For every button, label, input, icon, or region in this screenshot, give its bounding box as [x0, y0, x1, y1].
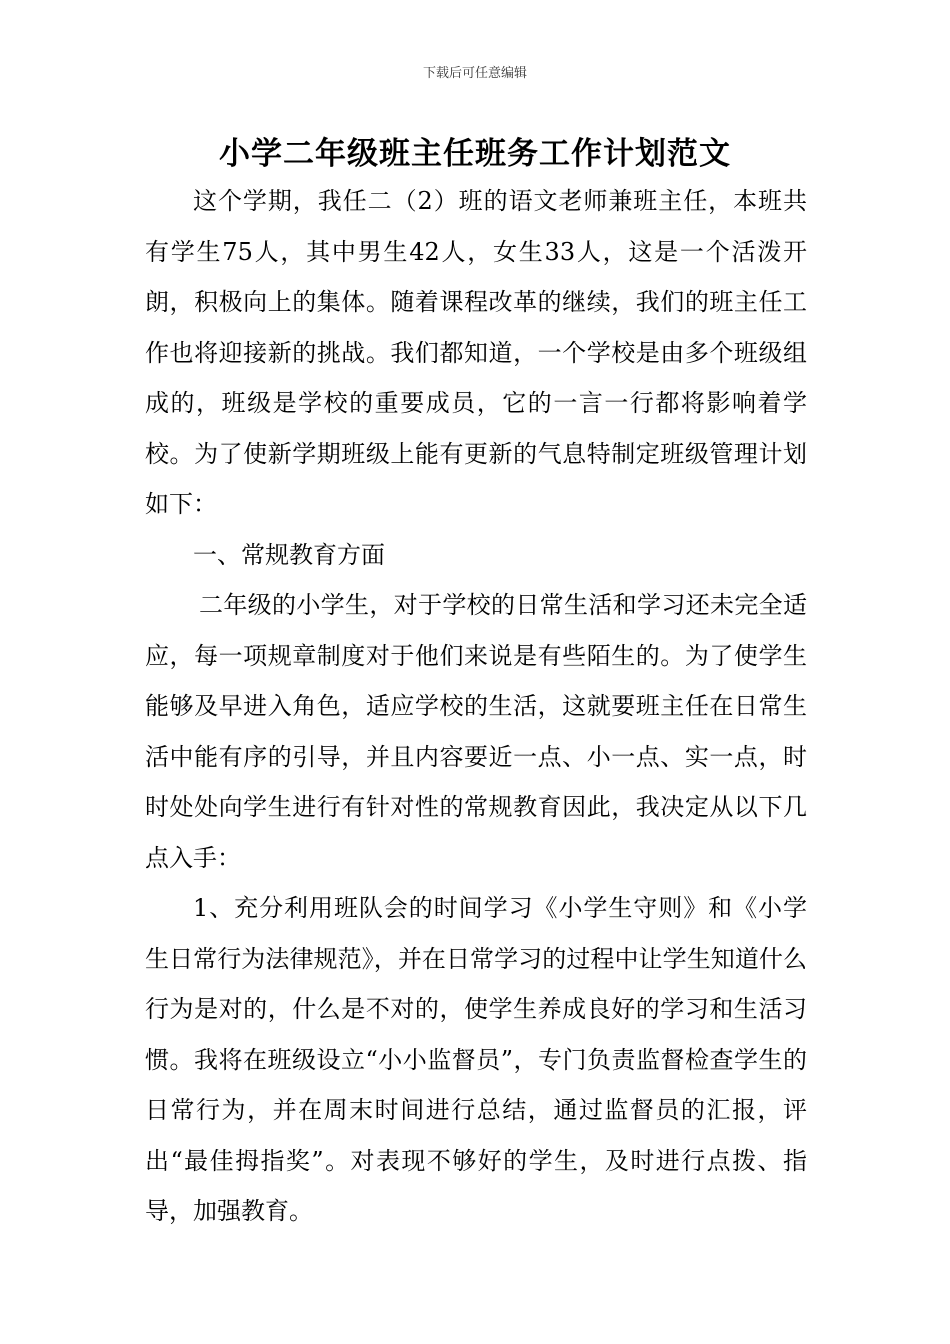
paragraph-routine-education: 二年级的小学生，对于学校的日常生活和学习还未完全适应，每一项规章制度对于他们来说是有些陌生的。为了使学生能够及早进入角色，适应学校的生活，这就要班主任在日常生活中能有序的引导，并且内容要近一点、小一点、实一点，时时处处向学生进行有针对性的常规教育因此，我决定从以下几点入手：	[145, 591, 807, 872]
document-title: 小学二年级班主任班务工作计划范文	[219, 136, 731, 172]
document-body	[145, 176, 807, 1237]
page-header-note: 下载后可任意编辑	[422, 66, 527, 81]
paragraph-intro: 这个学期，我任二（2）班的语文老师兼班主任，本班共有学生75人，其中男生42人，女生33人，这是一个活泼开朗，积极向上的集体。随着课程改革的继续，我们的班主任工作也将迎接新的挑战。我们都知道，一个学校是由多个班级组成的，班级是学校的重要成员，它的一言一行都将影响着学校。为了使新学期班级上能有更新的气息特制定班级管理计划如下：	[145, 187, 807, 518]
section-heading-routine-education: 一、常规教育方面	[193, 540, 385, 569]
paragraph-item-1: 1、充分利用班队会的时间学习《小学生守则》和《小学生日常行为法律规范》，并在日常学习的过程中让学生知道什么行为是对的，什么是不对的，使学生养成良好的学习和生活习惯。我将在班级设立“小小监督员”，专门负责监督检查学生的日常行为，并在周末时间进行总结，通过监督员的汇报，评出“最佳拇指奖”。对表现不够好的学生，及时进行点拨、指导，加强教育。	[145, 894, 807, 1225]
